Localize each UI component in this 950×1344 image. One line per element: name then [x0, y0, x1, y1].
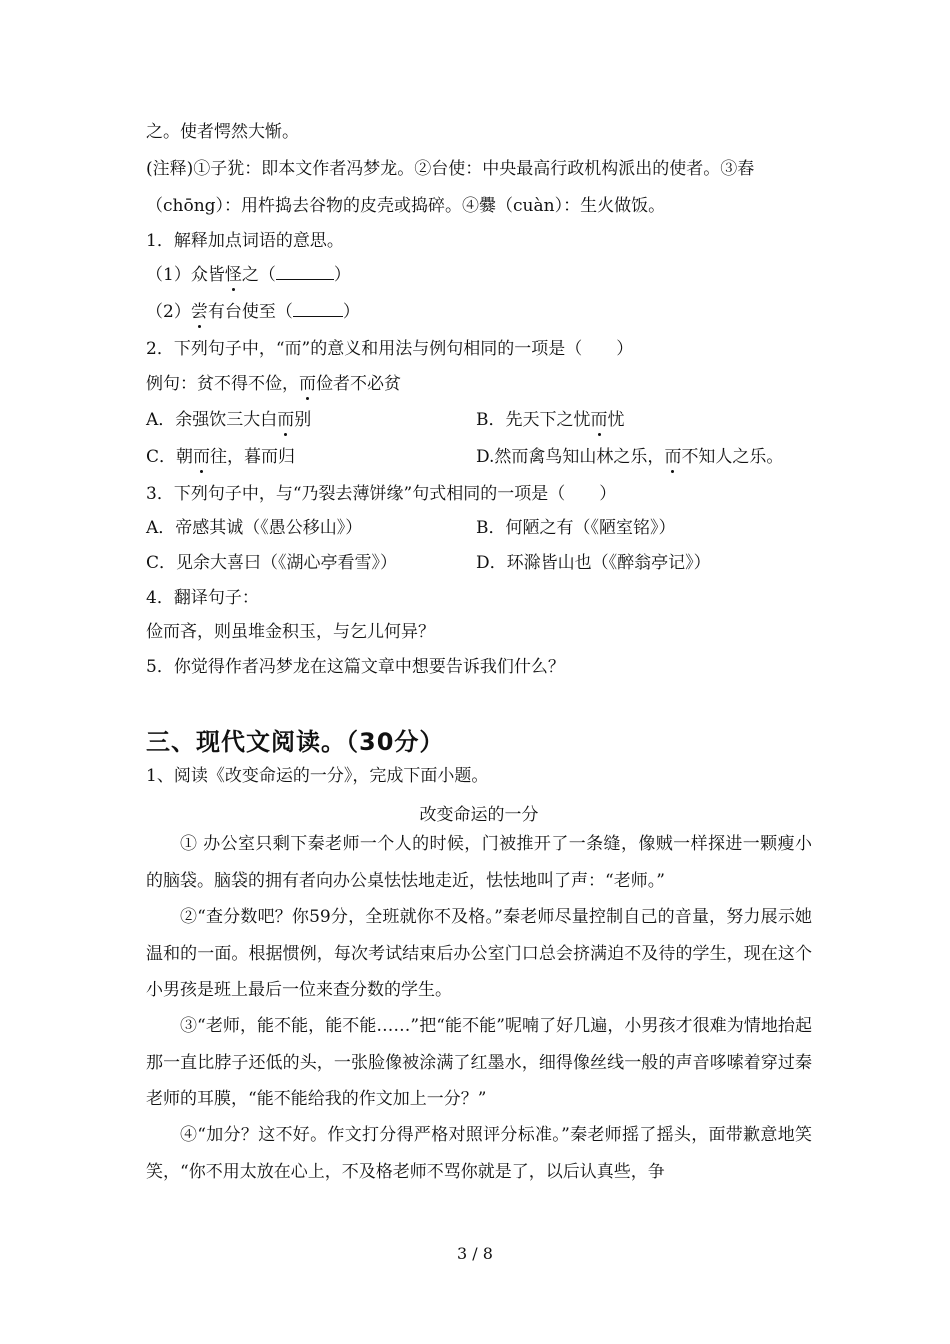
answer-blank[interactable] — [276, 263, 334, 280]
text: 有台使至（ — [207, 302, 293, 322]
annotation-line: （chōng）：用杵捣去谷物的皮壳或捣碎。④爨（cuàn）：生火做饭。 — [146, 196, 666, 216]
option-a[interactable] — [146, 408, 311, 432]
text: ） — [342, 302, 360, 322]
page-number: 3 / 8 — [457, 1244, 493, 1263]
option-c[interactable] — [146, 445, 295, 469]
dotted-word: 尝 — [190, 302, 208, 322]
text: （1）众皆 — [146, 265, 225, 285]
question-4-sentence: 俭而吝，则虽堆金积玉，与乞儿何异？ — [146, 622, 435, 642]
dotted-word: 而 — [590, 410, 608, 430]
question-1: 1．解释加点词语的意思。 — [146, 231, 344, 251]
dotted-word: 而 — [193, 447, 211, 467]
text: 俭者不必贫 — [316, 374, 401, 394]
reading-intro: 1、阅读《改变命运的一分》，完成下面小题。 — [146, 766, 489, 786]
text: ） — [333, 265, 351, 285]
question-1-item-1 — [146, 263, 351, 287]
text: D.然而禽鸟知山林之乐， — [476, 447, 665, 467]
article-paragraph: ① 办公室只剩下秦老师一个人的时候，门被推开了一条缝，像贼一样探进一颗瘦小的脑袋。脑袋的拥有者向办公桌怯怯地走近，怯怯地叫了声：“老师。” — [146, 834, 812, 891]
text: 不知人之乐。 — [681, 447, 784, 467]
text: 例句：贫不得不俭， — [146, 374, 299, 394]
text: A．余强饮三大白 — [146, 410, 278, 430]
article-paragraph: ④“加分？这不好。作文打分得严格对照评分标准。”秦老师摇了摇头，面带歉意地笑笑，“你不用太放在心上，不及格老师不骂你就是了，以后认真些，争 — [146, 1125, 812, 1182]
option-b[interactable] — [476, 408, 625, 432]
section-heading: 三、现代文阅读。（30分） — [146, 728, 445, 756]
text: （2） — [146, 302, 191, 322]
question-4: 4．翻译句子： — [146, 588, 259, 608]
text: 别 — [294, 410, 312, 430]
article-paragraph: ②“查分数吧？你59分，全班就你不及格。”秦老师尽量控制自己的音量，努力展示她温和的一面。根据惯例，每次考试结束后办公室门口总会挤满迫不及待的学生，现在这个小男孩是班上最后一位来查分数的学生。 — [146, 907, 812, 1000]
dotted-word: 而 — [299, 374, 316, 394]
question-3: 3．下列句子中，与“乃裂去薄饼缘”句式相同的一项是（ ） — [146, 484, 617, 504]
article-title: 改变命运的一分 — [419, 805, 539, 825]
annotation-line: (注释)①子犹：即本文作者冯梦龙。②台使：中央最高行政机构派出的使者。③舂 — [146, 159, 755, 179]
option-a[interactable]: A．帝感其诚（《愚公移山》） — [146, 518, 363, 538]
question-1-item-2 — [146, 300, 360, 324]
answer-blank[interactable] — [293, 300, 343, 317]
text-line: 之。使者愕然大惭。 — [146, 122, 299, 142]
question-5: 5．你觉得作者冯梦龙在这篇文章中想要告诉我们什么？ — [146, 657, 565, 677]
option-d[interactable]: D．环滁皆山也（《醉翁亭记》） — [476, 553, 711, 573]
dotted-word: 而 — [277, 410, 295, 430]
article-paragraph: ③“老师，能不能，能不能……”把“能不能”呢喃了好几遍，小男孩才很难为情地抬起那一直比脖子还低的头，一张脸像被涂满了红墨水，细得像丝线一般的声音哆嗦着穿过秦老师的耳膜，“能不能给我的作文加上一分？” — [146, 1016, 812, 1109]
text: C．朝 — [146, 447, 194, 467]
question-2: 2．下列句子中，“而”的意义和用法与例句相同的一项是（ ） — [146, 339, 634, 359]
option-b[interactable]: B．何陋之有（《陋室铭》） — [476, 518, 676, 538]
option-d[interactable] — [476, 445, 783, 469]
text: 往，暮而归 — [210, 447, 296, 467]
dotted-word: 而 — [664, 447, 682, 467]
text: B．先天下之忧 — [476, 410, 591, 430]
dotted-word: 怪 — [224, 265, 242, 285]
question-2-example — [146, 372, 401, 396]
text: 忧 — [607, 410, 625, 430]
text: 之（ — [241, 265, 276, 285]
option-c[interactable]: C．见余大喜曰（《湖心亭看雪》） — [146, 553, 398, 573]
